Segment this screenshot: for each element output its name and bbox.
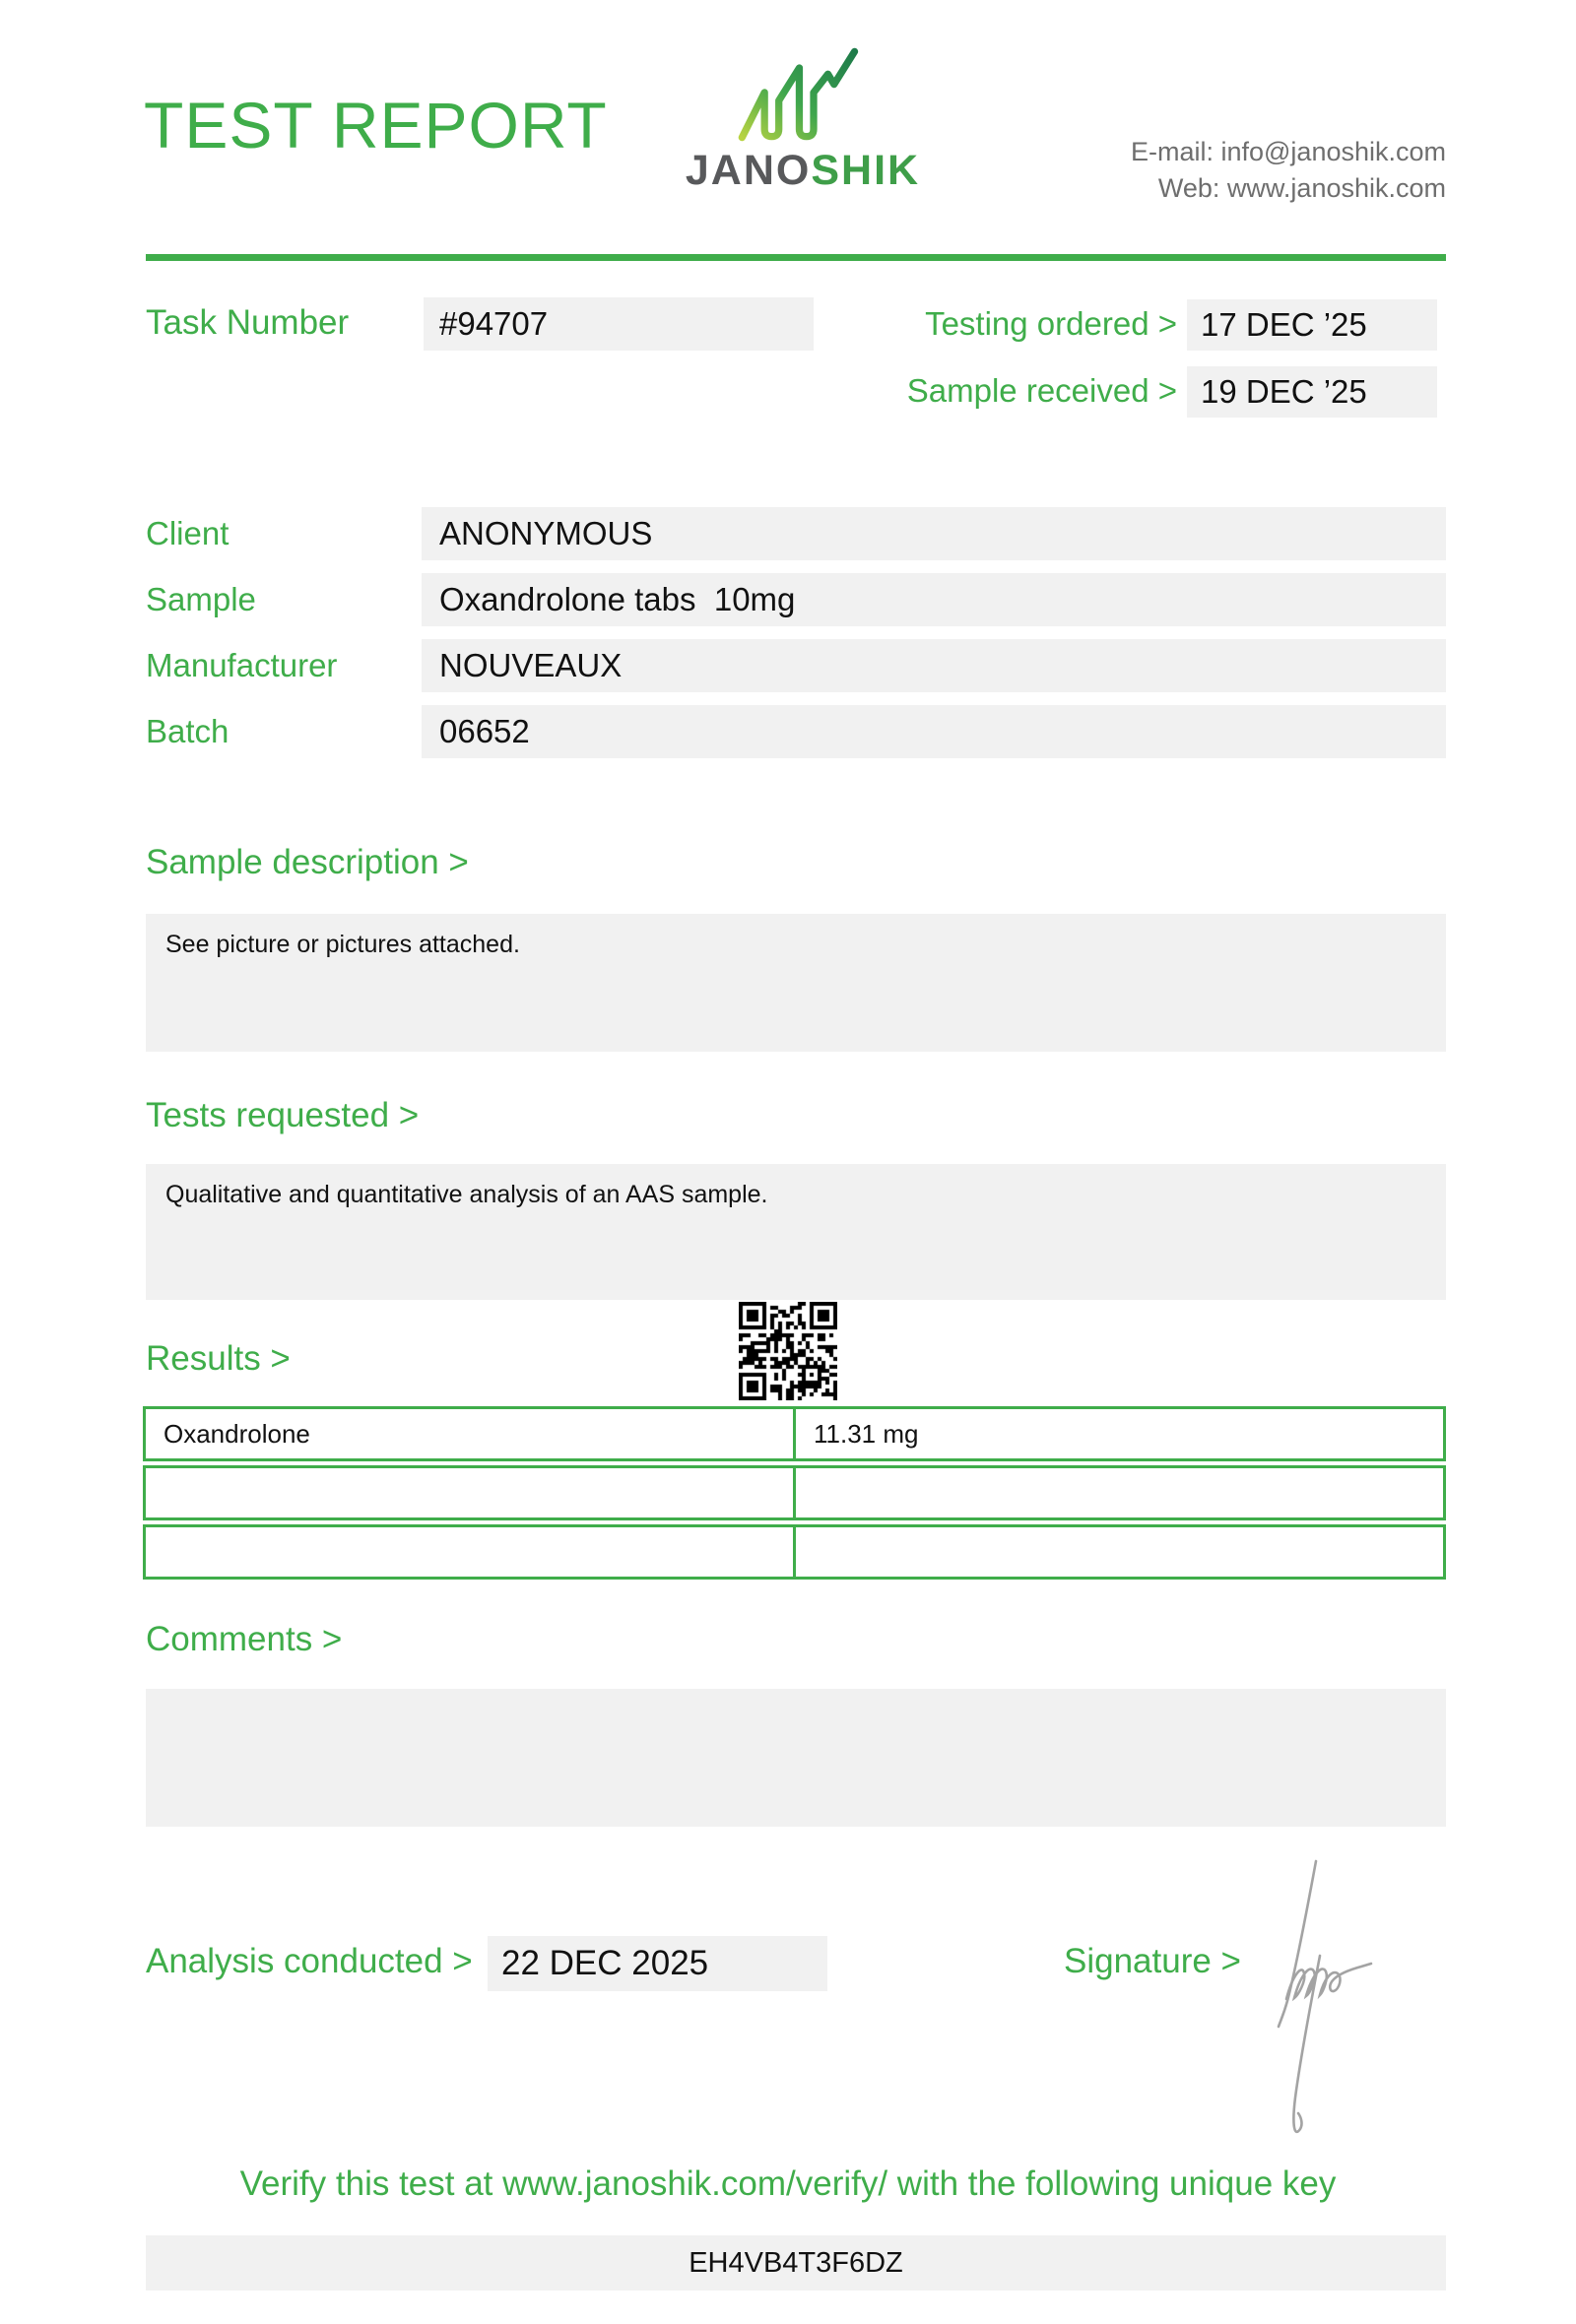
signature-handwriting [1249,1849,1470,2168]
tests-requested-heading: Tests requested > [146,1096,420,1134]
sample-description-box [146,914,1446,1052]
manufacturer-value: NOUVEAUX [422,639,1446,692]
header-divider [146,254,1446,261]
signature-label: Signature > [1064,1942,1241,1980]
page-title: TEST REPORT [144,89,608,161]
sample-received-value: 19 DEC ’25 [1187,366,1437,418]
sample-description-text: See picture or pictures attached. [165,931,520,958]
result-substance-cell [146,1468,796,1517]
result-amount-cell [796,1527,1443,1577]
analysis-conducted-value: 22 DEC 2025 [488,1936,827,1991]
verification-key: EH4VB4T3F6DZ [146,2235,1446,2291]
email-value: info@janoshik.com [1220,137,1446,166]
result-substance-cell: Oxandrolone [146,1409,796,1458]
results-heading: Results > [146,1339,291,1378]
results-table-row [143,1524,1446,1580]
client-label: Client [146,515,230,551]
results-table-row [143,1465,1446,1520]
contact-web-line [1131,170,1446,207]
result-substance-cell [146,1527,796,1577]
analysis-conducted-label: Analysis conducted > [146,1942,473,1980]
growth-chart-icon [734,43,867,146]
manufacturer-label: Manufacturer [146,647,338,683]
batch-label: Batch [146,713,230,749]
qr-code-image [739,1302,837,1400]
web-value: www.janoshik.com [1226,173,1446,203]
batch-value: 06652 [422,705,1446,758]
verify-instruction: Verify this test at www.janoshik.com/verify/ with the following unique key [239,2164,1337,2203]
brand-name [650,147,955,194]
sample-received-label: Sample received > [906,372,1177,409]
comments-box [146,1689,1446,1827]
sample-value: Oxandrolone tabs 10mg [422,573,1446,626]
web-label: Web: [1157,173,1220,203]
contact-email-line [1131,134,1446,170]
result-amount-cell [796,1468,1443,1517]
sample-description-heading: Sample description > [146,843,469,881]
contact-block [1131,134,1446,207]
testing-ordered-value: 17 DEC ’25 [1187,299,1437,351]
email-label: E-mail: [1130,137,1214,166]
task-number-value: #94707 [424,297,814,351]
tests-requested-box [146,1164,1446,1300]
result-amount-cell: 11.31 mg [814,1418,919,1449]
results-table-row [143,1406,1446,1461]
comments-heading: Comments > [146,1620,343,1658]
brand-name-green: SHIK [811,147,921,194]
client-value: ANONYMOUS [422,507,1446,560]
tests-requested-text: Qualitative and quantitative analysis of an AAS sample. [165,1181,768,1208]
brand-name-gray: JANO [685,147,812,194]
sample-label: Sample [146,581,256,617]
testing-ordered-label: Testing ordered > [925,305,1177,342]
task-number-label: Task Number [146,303,350,342]
